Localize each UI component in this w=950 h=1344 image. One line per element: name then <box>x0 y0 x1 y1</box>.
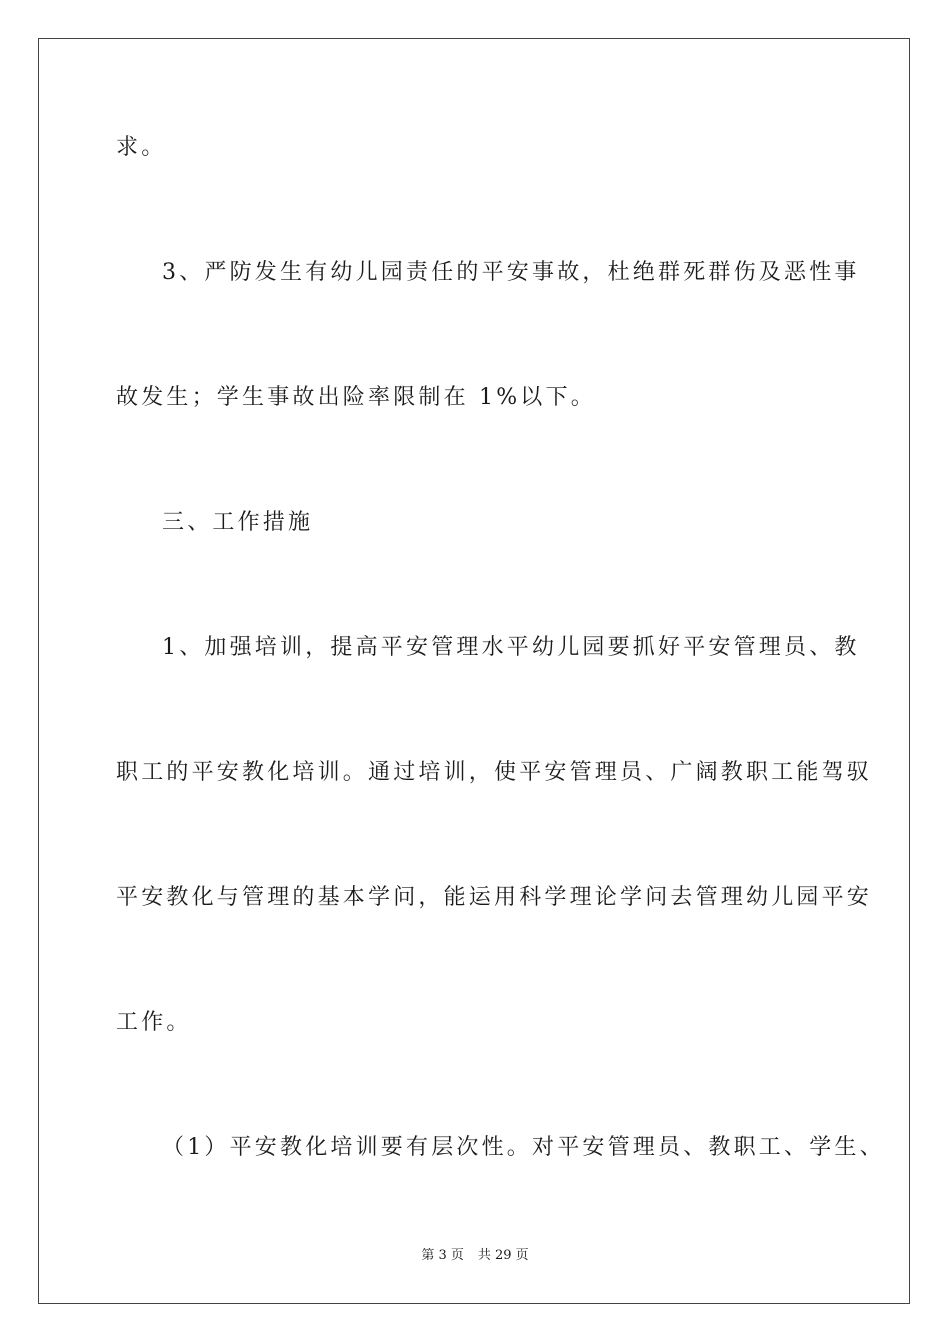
page-border <box>38 38 910 1304</box>
paragraph-line: （1）平安教化培训要有层次性。对平安管理员、教职工、学生、 <box>162 1135 885 1160</box>
paragraph-line: 3、严防发生有幼儿园责任的平安事故，杜绝群死群伤及恶性事 <box>162 260 860 285</box>
page-total: 共 29 页 <box>477 1248 529 1263</box>
page-footer <box>0 1247 950 1265</box>
paragraph-line: 求。 <box>116 135 167 160</box>
paragraph-line: 工作。 <box>116 1010 192 1035</box>
paragraph-line: 1、加强培训，提高平安管理水平幼儿园要抓好平安管理员、教 <box>162 635 860 660</box>
section-heading: 三、工作措施 <box>162 510 314 535</box>
paragraph-line: 故发生；学生事故出险率限制在 1%以下。 <box>116 385 596 410</box>
paragraph-line: 职工的平安教化培训。通过培训，使平安管理员、广阔教职工能驾驭 <box>116 760 873 785</box>
paragraph-line: 平安教化与管理的基本学问，能运用科学理论学问去管理幼儿园平安 <box>116 885 873 910</box>
page-number: 第 3 页 <box>421 1248 464 1263</box>
